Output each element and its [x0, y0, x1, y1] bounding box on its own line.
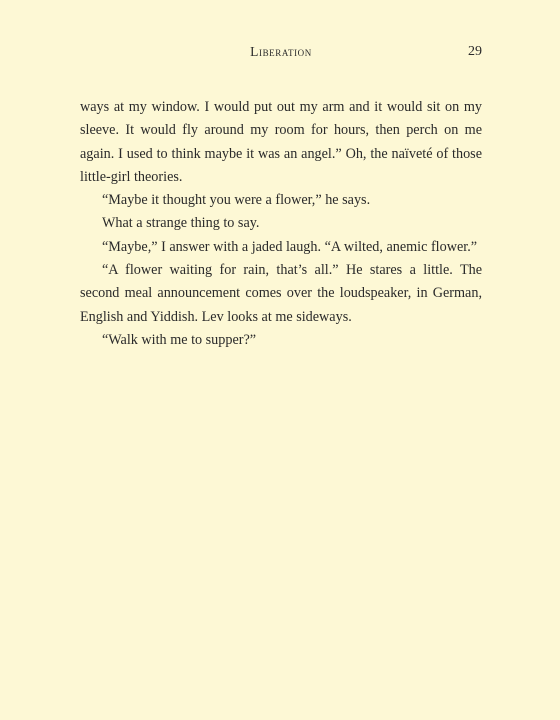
paragraph-dialogue: “Walk with me to supper?”: [102, 331, 257, 348]
page-number: 29: [468, 44, 482, 59]
paragraph-dialogue: “A flower waiting for rain, that’s all.” He stares a little. The second meal announcement comes over the loudspeaker, in German, English and Yiddish. Lev looks at me sideways.: [80, 262, 482, 325]
running-header: [80, 44, 482, 64]
body-text: [80, 96, 482, 352]
paragraph-dialogue: “Maybe,” I answer with a jaded laugh. “A wilted, anemic flower.”: [102, 238, 478, 255]
running-title: Liberation: [250, 44, 312, 59]
paragraph-narration: What a strange thing to say.: [102, 215, 260, 232]
paragraph-continuation: ways at my window. I would put out my arm and it would sit on my sleeve. It would fly around my room for hours, then perch on me again. I used to think maybe it was an angel.” Oh, the naïveté of those little-girl theories.: [80, 99, 482, 185]
paragraph-dialogue: “Maybe it thought you were a flower,” he says.: [102, 192, 371, 209]
